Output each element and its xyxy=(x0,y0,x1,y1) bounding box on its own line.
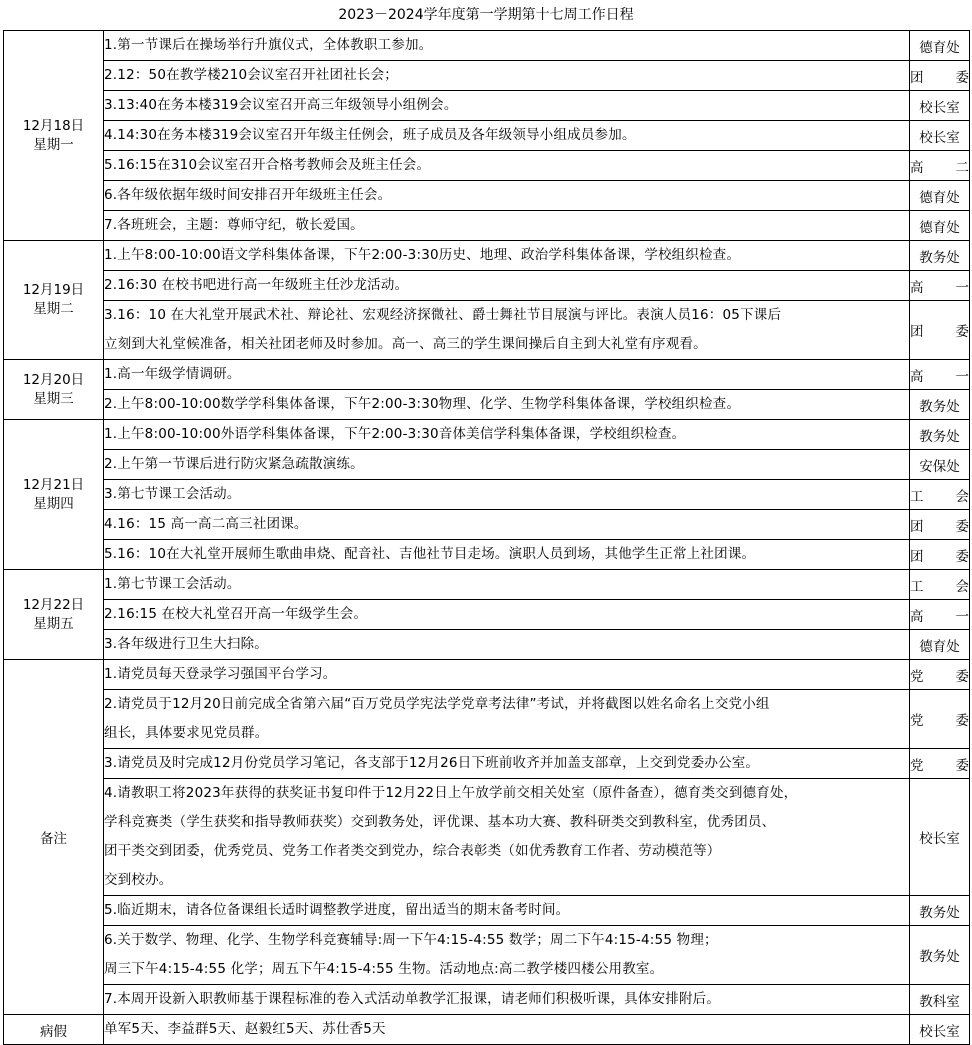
department-label: 高 一 xyxy=(910,368,969,385)
department-cell xyxy=(910,926,970,985)
department-cell xyxy=(910,570,970,600)
schedule-item xyxy=(104,985,910,1015)
department-cell xyxy=(910,390,970,420)
department-cell xyxy=(910,31,970,61)
department-cell xyxy=(910,301,970,360)
table-row xyxy=(4,181,970,211)
day-cell xyxy=(4,241,104,360)
department-label: 德育处 xyxy=(919,219,960,236)
department-label: 高 一 xyxy=(910,279,969,296)
table-row xyxy=(4,660,970,690)
schedule-item xyxy=(104,779,910,896)
schedule-item xyxy=(104,450,910,480)
table-row xyxy=(4,91,970,121)
schedule-item xyxy=(104,181,910,211)
department-cell xyxy=(910,450,970,480)
sick-leave-row xyxy=(4,1015,970,1045)
schedule-item-line: 4.请教职工将2023年获得的获奖证书复印件于12月22日上午放学前交相关处室（原件备查），德育类交到德育处， xyxy=(104,785,798,801)
schedule-item-line: 5.临近期末，请各位备课组长适时调整教学进度，留出适当的期末备考时间。 xyxy=(104,902,570,918)
table-row xyxy=(4,420,970,450)
schedule-item-line: 2.16:30 在校书吧进行高一年级班主任沙龙活动。 xyxy=(104,277,409,293)
table-row xyxy=(4,450,970,480)
department-cell xyxy=(910,779,970,896)
department-label: 教务处 xyxy=(919,398,960,415)
schedule-item xyxy=(104,480,910,510)
day-cell xyxy=(4,570,104,660)
department-cell xyxy=(910,241,970,271)
schedule-item xyxy=(104,301,910,360)
table-row xyxy=(4,151,970,181)
day-weekday: 星期一 xyxy=(33,136,74,153)
department-label: 德育处 xyxy=(919,39,960,56)
schedule-item-line: 3.第七节课工会活动。 xyxy=(104,486,241,502)
department-label: 团 委 xyxy=(910,324,969,340)
table-row xyxy=(4,121,970,151)
day-cell xyxy=(4,360,104,420)
schedule-item xyxy=(104,630,910,660)
table-row xyxy=(4,390,970,420)
schedule-item-line: 2.请党员于12月20日前完成全省第六届“百万党员学宪法学党章考法律”考试，并将截图以姓名命名上交党小组 xyxy=(104,696,770,712)
department-cell xyxy=(910,1015,970,1045)
department-label: 党 委 xyxy=(910,713,969,729)
schedule-item xyxy=(104,926,910,985)
department-cell xyxy=(910,540,970,570)
department-cell xyxy=(910,660,970,690)
department-label: 教务处 xyxy=(919,904,960,921)
department-cell xyxy=(910,181,970,211)
schedule-item xyxy=(104,749,910,779)
table-row xyxy=(4,360,970,390)
department-cell xyxy=(910,360,970,390)
schedule-item-line: 周三下午4:15-4:55 化学；周五下午4:15-4:55 生物。活动地点:高二教学楼四楼公用教室。 xyxy=(104,961,664,977)
schedule-item-line: 2.12：50在教学楼210会议室召开社团社长会； xyxy=(104,67,399,83)
schedule-item-line: 3.16：10 在大礼堂开展武术社、辩论社、宏观经济探微社、爵士舞社节目展演与评比。表演人员16：05下课后 xyxy=(104,307,782,323)
department-cell xyxy=(910,271,970,301)
department-cell xyxy=(910,121,970,151)
department-label: 教务处 xyxy=(919,428,960,445)
department-label: 工 会 xyxy=(910,578,969,595)
schedule-item xyxy=(104,390,910,420)
schedule-item xyxy=(104,271,910,301)
day-date: 12月19日 xyxy=(22,282,85,298)
day-cell xyxy=(4,31,104,241)
schedule-item-line: 5.16:15在310会议室召开合格考教师会及班主任会。 xyxy=(104,157,431,173)
department-label: 高 二 xyxy=(910,159,969,176)
schedule-item-line: 5.16：10在大礼堂开展师生歌曲串烧、配音社、吉他社节目走场。演职人员到场，其他学生正常上社团课。 xyxy=(104,546,756,562)
department-label: 德育处 xyxy=(919,638,960,655)
day-date: 12月21日 xyxy=(22,476,85,493)
schedule-item-line: 2.上午第一节课后进行防灾紧急疏散演练。 xyxy=(104,456,364,472)
day-date: 12月18日 xyxy=(22,117,85,134)
table-row xyxy=(4,690,970,749)
department-label: 党 委 xyxy=(910,757,969,774)
department-cell xyxy=(910,690,970,749)
table-row xyxy=(4,271,970,301)
schedule-item xyxy=(104,896,910,926)
schedule-item-line: 1.第七节课工会活动。 xyxy=(104,576,241,592)
table-row xyxy=(4,630,970,660)
schedule-item xyxy=(104,540,910,570)
department-cell xyxy=(910,420,970,450)
department-cell xyxy=(910,985,970,1015)
schedule-item xyxy=(104,121,910,151)
schedule-item-line: 6.关于数学、物理、化学、生物学科竞赛辅导:周一下午4:15-4:55 数学；周二下午4:15-4:55 物理； xyxy=(104,932,718,948)
schedule-item xyxy=(104,570,910,600)
schedule-item-line: 7.各班班会，主题：尊师守纪，敬长爱国。 xyxy=(104,217,364,233)
schedule-item-line: 立刻到大礼堂候准备，相关社团老师及时参加。高一、高三的学生课间操后自主到大礼堂有序观看。 xyxy=(104,336,707,352)
schedule-item xyxy=(104,690,910,749)
table-row xyxy=(4,480,970,510)
department-label: 高 一 xyxy=(910,608,969,625)
department-cell xyxy=(910,896,970,926)
sick-leave-text: 单军5天、李益群5天、赵毅红5天、苏仕香5天 xyxy=(104,1015,910,1045)
table-row xyxy=(4,540,970,570)
department-cell xyxy=(910,91,970,121)
schedule-item xyxy=(104,31,910,61)
department-label: 教务处 xyxy=(919,249,960,266)
schedule-table xyxy=(3,30,970,1045)
schedule-item-line: 1.请党员每天登录学习强国平台学习。 xyxy=(104,666,337,682)
table-row xyxy=(4,896,970,926)
schedule-item-line: 3.请党员及时完成12月份党员学习笔记，各支部于12月26日下班前收齐并加盖支部章，上交到党委办公室。 xyxy=(104,755,760,771)
department-cell xyxy=(910,61,970,91)
schedule-item-line: 1.上午8:00-10:00语文学科集体备课，下午2:00-3:30历史、地理、政治学科集体备课，学校组织检查。 xyxy=(104,247,741,263)
day-date: 12月22日 xyxy=(22,596,85,613)
department-label: 校长室 xyxy=(919,99,960,116)
schedule-item-line: 3.各年级进行卫生大扫除。 xyxy=(104,636,268,652)
schedule-item-line: 6.各年级依据年级时间安排召开年级班主任会。 xyxy=(104,187,392,203)
schedule-item xyxy=(104,420,910,450)
department-label: 校长室 xyxy=(919,831,960,847)
schedule-item xyxy=(104,360,910,390)
department-label: 安保处 xyxy=(919,458,960,475)
department-label: 教务处 xyxy=(919,949,960,965)
day-weekday: 星期四 xyxy=(33,495,74,512)
sick-leave-label: 病假 xyxy=(4,1015,104,1045)
schedule-body xyxy=(4,31,970,1045)
department-cell xyxy=(910,510,970,540)
schedule-item xyxy=(104,61,910,91)
table-row xyxy=(4,985,970,1015)
schedule-item xyxy=(104,510,910,540)
table-row xyxy=(4,301,970,360)
notes-label: 备注 xyxy=(4,660,104,1015)
table-row xyxy=(4,61,970,91)
schedule-item xyxy=(104,600,910,630)
department-cell xyxy=(910,480,970,510)
schedule-item xyxy=(104,660,910,690)
department-label: 党 委 xyxy=(910,668,969,685)
schedule-item xyxy=(104,91,910,121)
day-weekday: 星期二 xyxy=(33,301,74,317)
table-row xyxy=(4,510,970,540)
schedule-item-line: 1.上午8:00-10:00外语学科集体备课，下午2:00-3:30音体美信学科集体备课，学校组织检查。 xyxy=(104,426,686,442)
department-cell xyxy=(910,600,970,630)
department-cell xyxy=(910,211,970,241)
table-row xyxy=(4,749,970,779)
department-label: 团 委 xyxy=(910,518,969,535)
department-cell xyxy=(910,749,970,779)
day-date: 12月20日 xyxy=(22,371,85,388)
schedule-item-line: 交到校办。 xyxy=(104,872,173,888)
schedule-item-line: 学科竞赛类（学生获奖和指导教师获奖）交到教务处，评优课、基本功大赛、教科研类交到教科室，优秀团员、 xyxy=(104,814,776,830)
schedule-item-line: 组长，具体要求见党员群。 xyxy=(104,725,269,741)
department-label: 校长室 xyxy=(919,129,960,146)
department-label: 工 会 xyxy=(910,488,969,505)
schedule-item-line: 团干类交到团委，优秀党员、党务工作者类交到党办，综合表彰类（如优秀教育工作者、劳动模范等） xyxy=(104,843,721,859)
table-row xyxy=(4,600,970,630)
department-label: 团 委 xyxy=(910,548,969,565)
table-row xyxy=(4,779,970,896)
table-row xyxy=(4,211,970,241)
department-cell xyxy=(910,630,970,660)
department-label: 团 委 xyxy=(910,69,969,86)
table-row xyxy=(4,31,970,61)
department-cell xyxy=(910,151,970,181)
day-weekday: 星期五 xyxy=(33,615,74,632)
schedule-item xyxy=(104,211,910,241)
schedule-item-line: 1.第一节课后在操场举行升旗仪式，全体教职工参加。 xyxy=(104,37,433,53)
schedule-item-line: 7.本周开设新入职教师基于课程标准的卷入式活动单教学汇报课，请老师们积极听课，具体安排附后。 xyxy=(104,991,721,1007)
department-label: 德育处 xyxy=(919,189,960,206)
department-label: 校长室 xyxy=(919,1023,960,1040)
table-row xyxy=(4,926,970,985)
page-title: 2023－2024学年度第一学期第十七周工作日程 xyxy=(338,7,634,23)
schedule-item-line: 2.上午8:00-10:00数学学科集体备课，下午2:00-3:30物理、化学、生物学科集体备课，学校组织检查。 xyxy=(104,396,741,412)
table-row xyxy=(4,241,970,271)
schedule-item-line: 3.13:40在务本楼319会议室召开高三年级领导小组例会。 xyxy=(104,97,458,113)
schedule-item xyxy=(104,241,910,271)
schedule-item xyxy=(104,151,910,181)
day-cell xyxy=(4,420,104,570)
schedule-item-line: 2.16:15 在校大礼堂召开高一年级学生会。 xyxy=(104,606,368,622)
schedule-item-line: 4.14:30在务本楼319会议室召开年级主任例会，班子成员及各年级领导小组成员参加。 xyxy=(104,127,636,143)
table-row xyxy=(4,570,970,600)
schedule-item-line: 4.16：15 高一高二高三社团课。 xyxy=(104,516,308,532)
day-weekday: 星期三 xyxy=(33,390,74,407)
schedule-item-line: 1.高一年级学情调研。 xyxy=(104,366,241,382)
department-label: 教科室 xyxy=(919,993,960,1010)
